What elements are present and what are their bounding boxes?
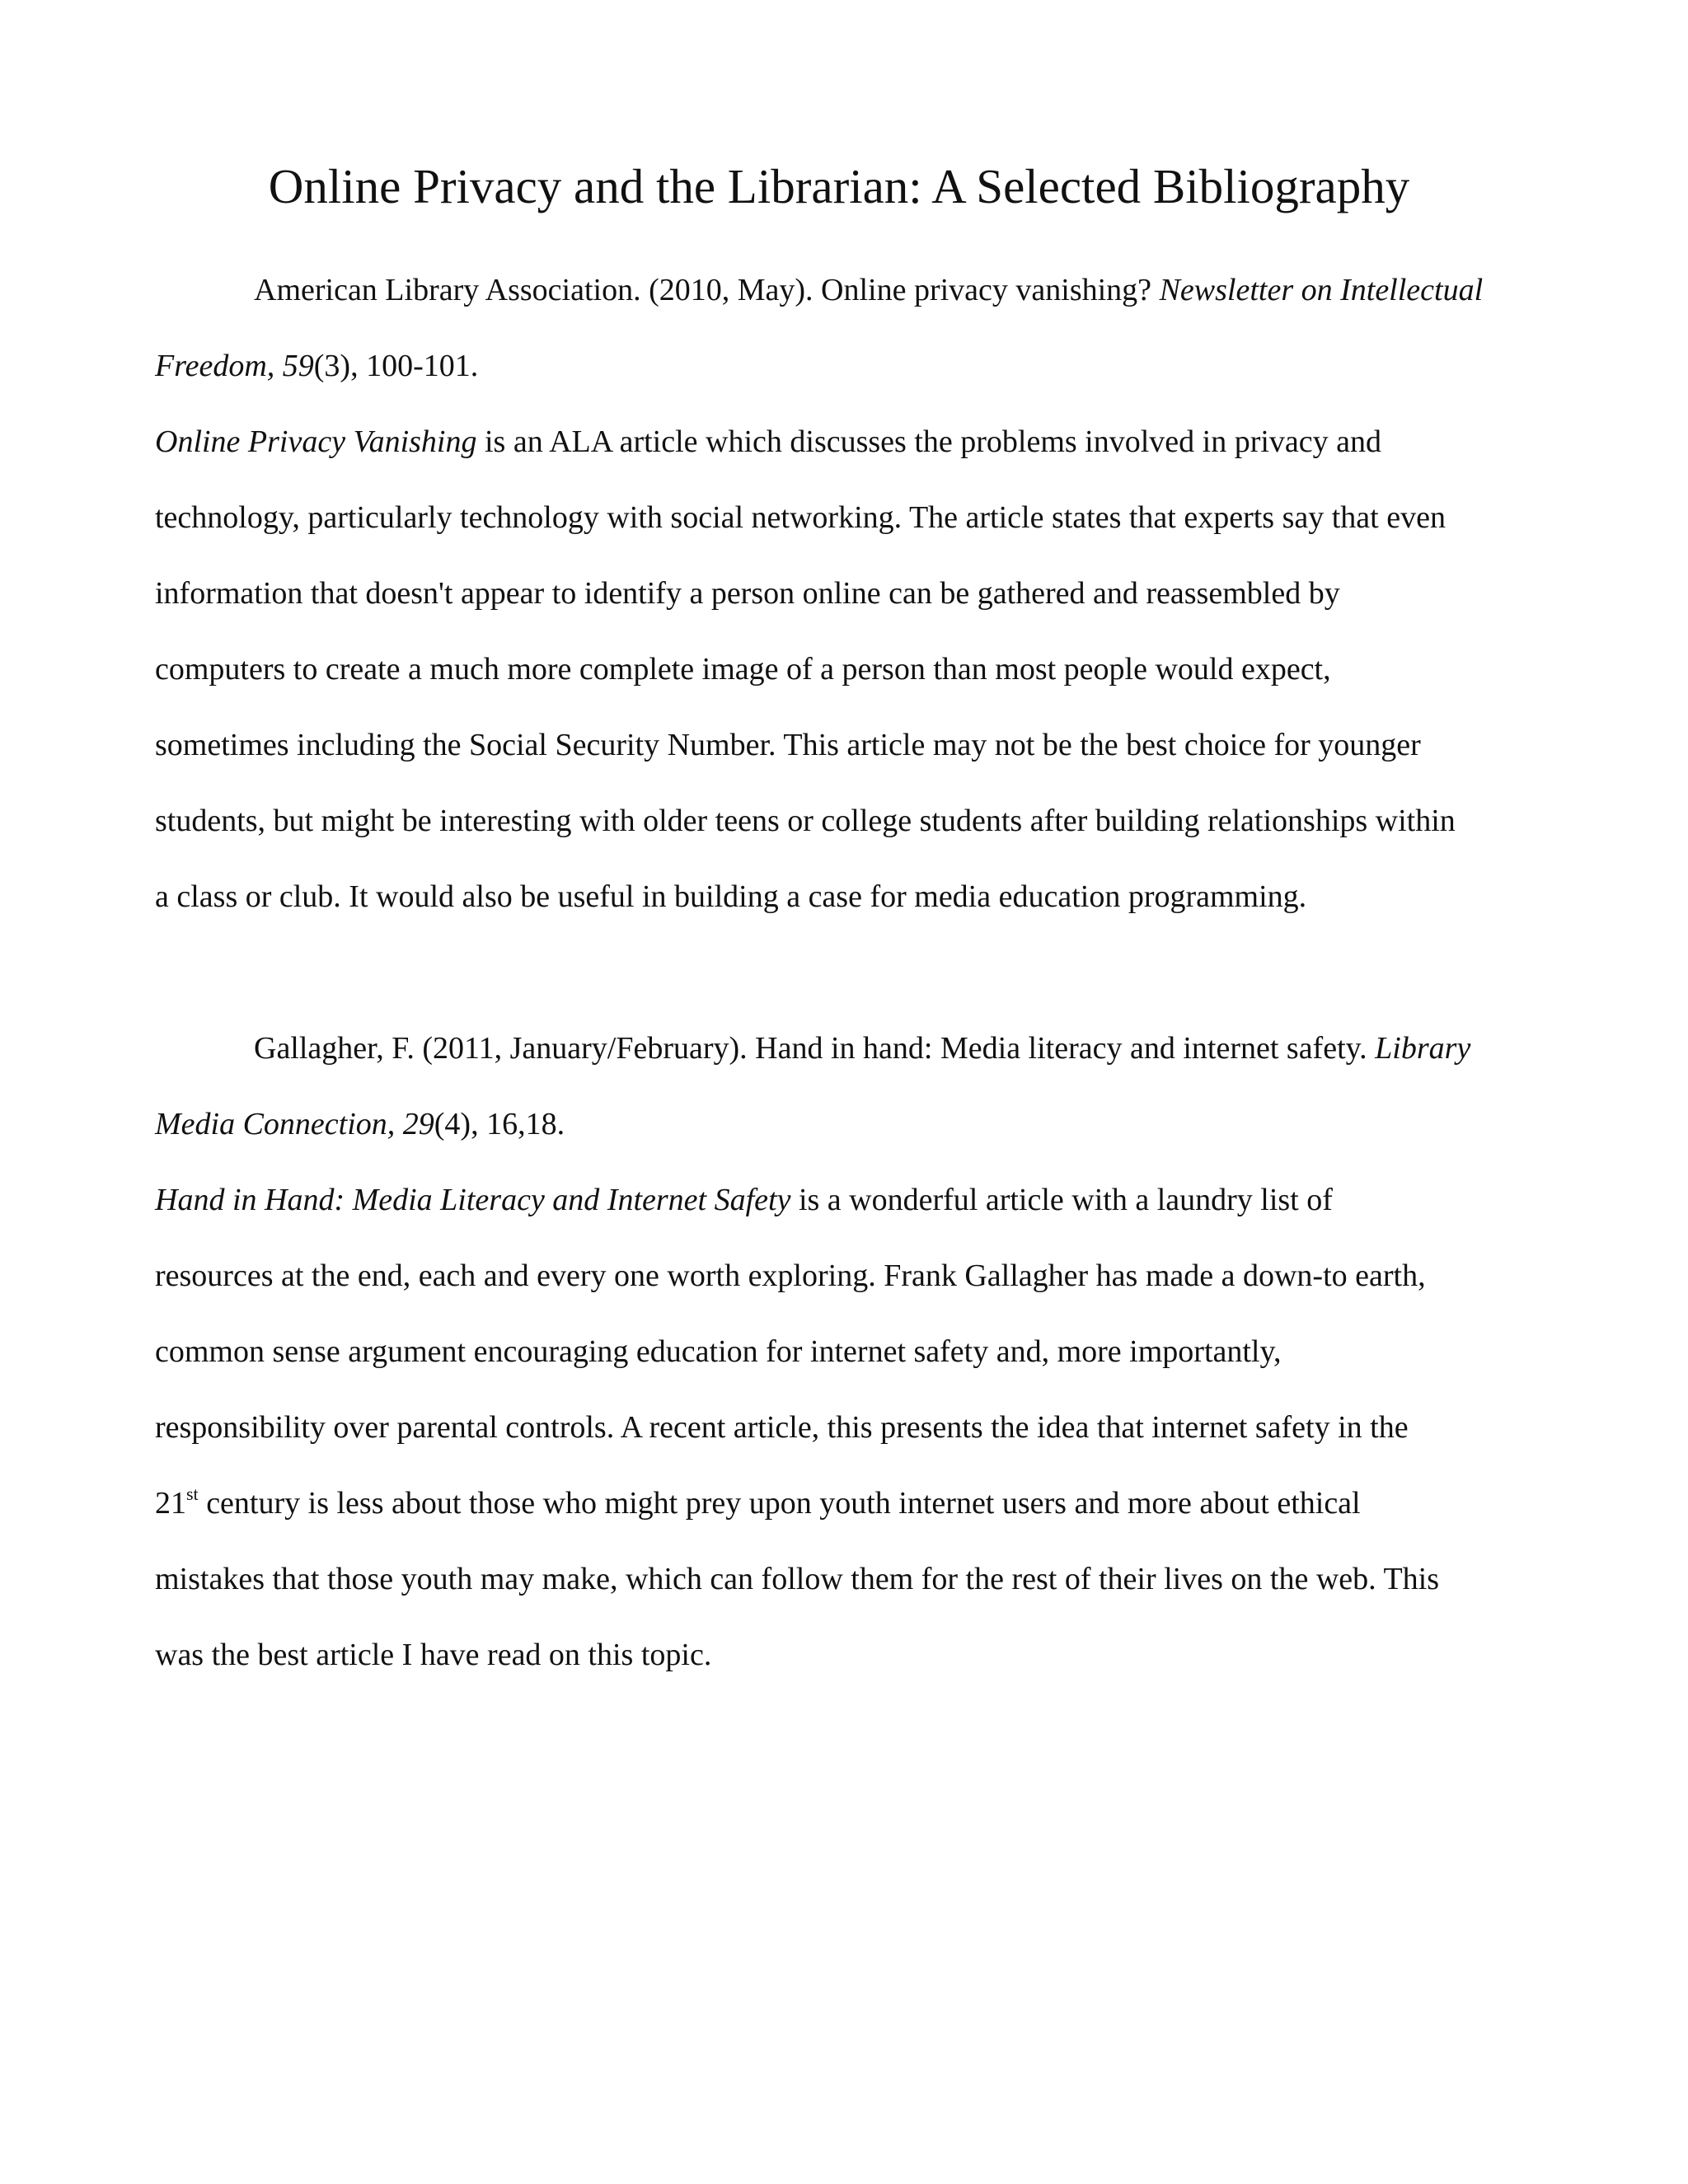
citation-1-journal: Newsletter on Intellectual xyxy=(1159,273,1484,307)
century-number: 21 xyxy=(155,1486,186,1521)
annotation-2-title: Hand in Hand: Media Literacy and Internet Safety xyxy=(155,1183,791,1217)
entry-spacer xyxy=(155,935,1548,1010)
citation-1-journal-volume: Freedom, 59 xyxy=(155,349,314,383)
annotation-1-line-3: information that doesn't appear to identify a person online can be gathered and reassembled by xyxy=(155,576,1340,611)
annotation-2-line-7: was the best article I have read on this topic. xyxy=(155,1638,712,1672)
annotation-1-line-7: a class or club. It would also be useful in building a case for media education programming. xyxy=(155,879,1307,914)
citation-1-issue-pages: (3), 100-101. xyxy=(313,349,479,383)
page-title: Online Privacy and the Librarian: A Selected Bibliography xyxy=(268,159,1410,213)
citation-1-author-title: American Library Association. (2010, May). Online privacy vanishing? xyxy=(254,273,1160,307)
annotation-1-line-2: technology, particularly technology with social networking. The article states that experts say that even xyxy=(155,500,1446,535)
citation-2-line-1 xyxy=(155,1010,1548,1086)
citation-2 xyxy=(155,1010,1548,1162)
citation-2-author-title: Gallagher, F. (2011, January/February). Hand in hand: Media literacy and internet safety. xyxy=(254,1031,1376,1066)
citation-1-line-2 xyxy=(155,328,1548,404)
citation-1-line-1 xyxy=(155,252,1548,328)
annotation-2-line-3: common sense argument encouraging education for internet safety and, more importantly, xyxy=(155,1334,1282,1369)
citation-2-journal-volume: Media Connection, 29 xyxy=(155,1107,434,1141)
annotation-2-line-4: responsibility over parental controls. A recent article, this presents the idea that internet safety in the xyxy=(155,1410,1409,1445)
annotation-1-title: Online Privacy Vanishing xyxy=(155,424,477,459)
annotation-2-line-5 xyxy=(155,1465,1548,1541)
annotation-2-line-5-text: century is less about those who might prey upon youth internet users and more about ethical xyxy=(198,1486,1361,1521)
annotation-2-line-1 xyxy=(155,1162,1548,1238)
ordinal-suffix: st xyxy=(186,1483,199,1504)
annotation-1-line-1 xyxy=(155,404,1548,480)
annotation-2 xyxy=(155,1162,1548,1693)
citation-2-issue-pages: (4), 16,18. xyxy=(434,1107,565,1141)
citation-2-journal: Library xyxy=(1375,1031,1471,1066)
bibliography-body xyxy=(155,252,1548,1693)
annotation-1-line-5: sometimes including the Social Security Number. This article may not be the best choice for younger xyxy=(155,728,1421,762)
annotation-2-line-6: mistakes that those youth may make, which can follow them for the rest of their lives on the web. This xyxy=(155,1562,1439,1596)
annotation-2-text: is a wonderful article with a laundry list of xyxy=(790,1183,1333,1217)
annotation-2-line-2: resources at the end, each and every one worth exploring. Frank Gallagher has made a down-to earth, xyxy=(155,1258,1426,1293)
annotation-1-line-6: students, but might be interesting with older teens or college students after building relationships within xyxy=(155,804,1456,838)
annotation-1 xyxy=(155,404,1548,935)
annotation-1-line-4: computers to create a much more complete image of a person than most people would expect, xyxy=(155,652,1331,687)
annotation-1-text: is an ALA article which discusses the problems involved in privacy and xyxy=(476,424,1382,459)
citation-2-line-2 xyxy=(155,1086,1548,1162)
citation-1 xyxy=(155,252,1548,404)
